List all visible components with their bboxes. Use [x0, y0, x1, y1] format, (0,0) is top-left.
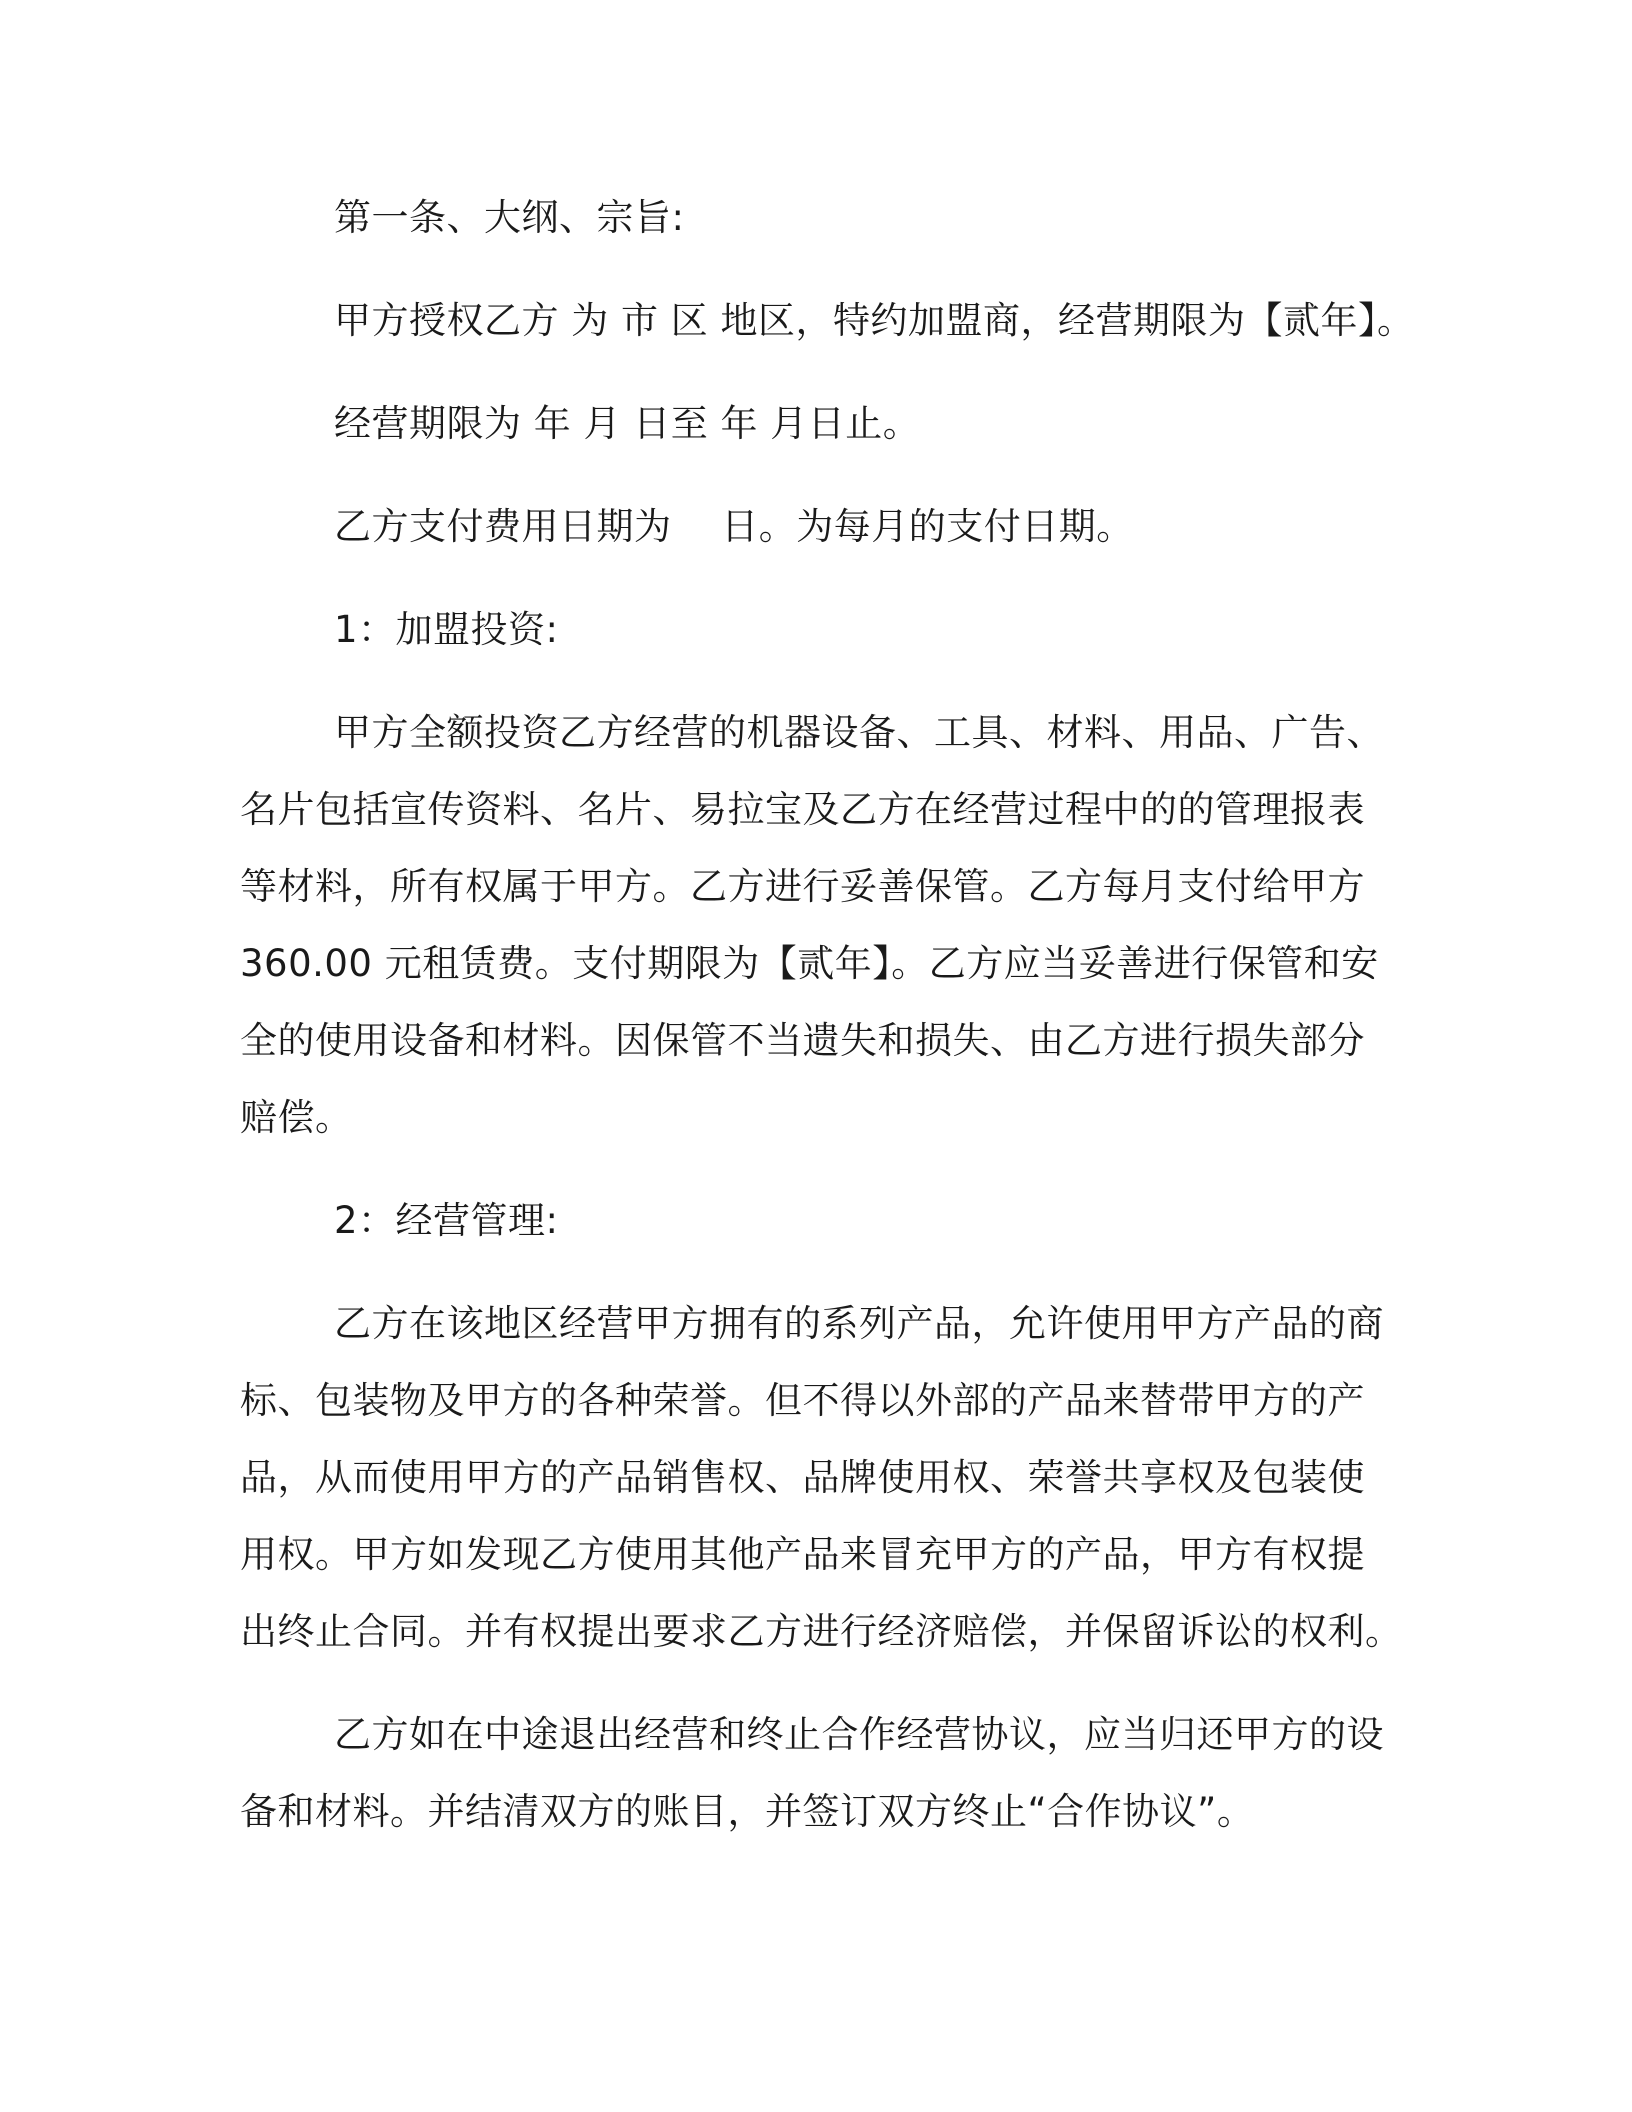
- paragraph-line: 乙方在该地区经营甲方拥有的系列产品，允许使用甲方产品的商: [334, 1302, 1384, 1345]
- section-heading-management: 2：经营管理:: [334, 1199, 559, 1242]
- section-heading-investment: 1：加盟投资:: [334, 608, 559, 651]
- paragraph-line: 赔偿。: [240, 1096, 353, 1139]
- paragraph-line: 经营期限为 年 月 日至 年 月日止。: [334, 402, 921, 445]
- paragraph-line: 甲方全额投资乙方经营的机器设备、工具、材料、用品、广告、: [334, 711, 1384, 754]
- paragraph-line: 乙方如在中途退出经营和终止合作经营协议，应当归还甲方的设: [334, 1713, 1384, 1756]
- paragraph-line: 标、包装物及甲方的各种荣誉。但不得以外部的产品来替带甲方的产: [240, 1379, 1365, 1422]
- paragraph-line: 甲方授权乙方 为 市 区 地区，特约加盟商，经营期限为【贰年】。: [334, 299, 1415, 342]
- paragraph-line: 乙方支付费用日期为 日。为每月的支付日期。: [334, 505, 1134, 548]
- paragraph-line: 360.00 元租赁费。支付期限为【贰年】。乙方应当妥善进行保管和安: [240, 942, 1379, 985]
- article-heading: 第一条、大纲、宗旨:: [334, 196, 685, 239]
- paragraph-line: 出终止合同。并有权提出要求乙方进行经济赔偿，并保留诉讼的权利。: [240, 1610, 1403, 1653]
- paragraph-line: 品，从而使用甲方的产品销售权、品牌使用权、荣誉共享权及包装使: [240, 1456, 1365, 1499]
- paragraph-line: 用权。甲方如发现乙方使用其他产品来冒充甲方的产品，甲方有权提: [240, 1533, 1365, 1576]
- paragraph-line: 备和材料。并结清双方的账目，并签订双方终止“合作协议”。: [240, 1790, 1255, 1833]
- paragraph-line: 全的使用设备和材料。因保管不当遗失和损失、由乙方进行损失部分: [240, 1019, 1365, 1062]
- paragraph-line: 等材料，所有权属于甲方。乙方进行妥善保管。乙方每月支付给甲方: [240, 865, 1365, 908]
- paragraph-line: 名片包括宣传资料、名片、易拉宝及乙方在经营过程中的的管理报表: [240, 788, 1365, 831]
